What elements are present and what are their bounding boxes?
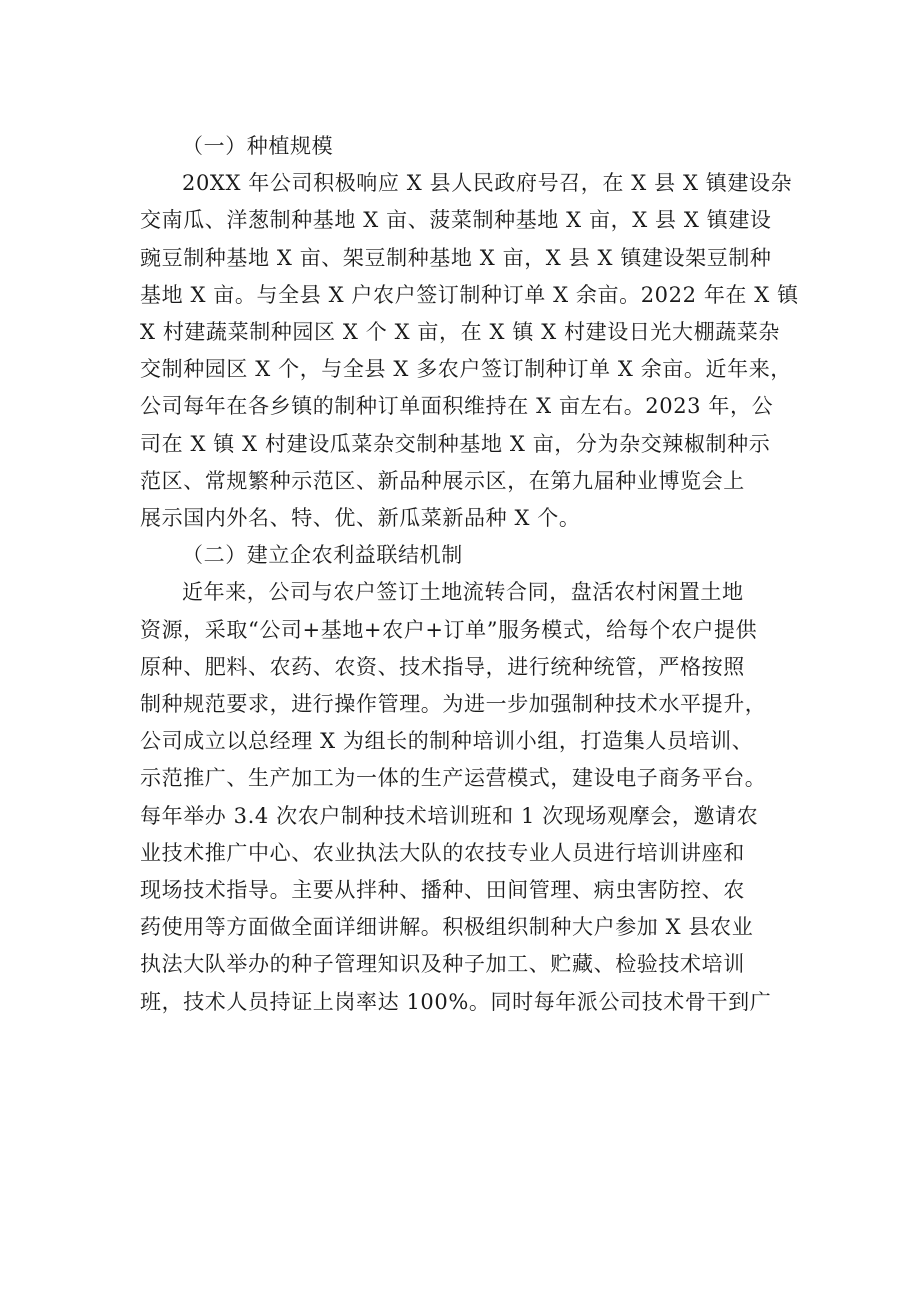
- paragraph-line: 20XX 年公司积极响应 X 县人民政府号召，在 X 县 X 镇建设杂: [182, 171, 793, 196]
- paragraph-line: 原种、肥料、农药、农资、技术指导，进行统种统管，严格按照: [140, 654, 745, 679]
- paragraph-line: 执法大队举办的种子管理知识及种子加工、贮藏、检验技术培训: [140, 952, 745, 977]
- paragraph-line: 交南瓜、洋葱制种基地 X 亩、菠菜制种基地 X 亩，X 县 X 镇建设: [140, 208, 772, 233]
- paragraph-benefit-mechanism: [140, 574, 788, 1020]
- paragraph-line: 范区、常规繁种示范区、新品种展示区，在第九届种业博览会上: [140, 468, 745, 493]
- paragraph-line: 现场技术指导。主要从拌种、播种、田间管理、病虫害防控、农: [140, 878, 745, 903]
- paragraph-line: 每年举办 3.4 次农户制种技术培训班和 1 次现场观摩会，邀请农: [140, 803, 759, 828]
- section-heading-2: （二）建立企农利益联结机制: [182, 543, 463, 568]
- paragraph-line: 公司每年在各乡镇的制种订单面积维持在 X 亩左右。2023 年，公: [140, 394, 774, 419]
- paragraph-line: 示范推广、生产加工为一体的生产运营模式，建设电子商务平台。: [140, 766, 767, 791]
- paragraph-line: 交制种园区 X 个，与全县 X 多农户签订制种订单 X 余亩。近年来，: [140, 357, 792, 382]
- paragraph-line: 制种规范要求，进行操作管理。为进一步加强制种技术水平提升，: [140, 692, 767, 717]
- paragraph-line: 药使用等方面做全面详细讲解。积极组织制种大户参加 X 县农业: [140, 915, 754, 940]
- section-heading-1: （一）种植规模: [182, 134, 334, 158]
- paragraph-line: 豌豆制种基地 X 亩、架豆制种基地 X 亩，X 县 X 镇建设架豆制种: [140, 245, 772, 270]
- paragraph-line: 展示国内外名、特、优、新瓜菜新品种 X 个。: [140, 506, 581, 531]
- paragraph-line: 公司成立以总经理 X 为组长的制种培训小组，打造集人员培训、: [140, 729, 754, 754]
- paragraph-line: 业技术推广中心、农业执法大队的农技专业人员进行培训讲座和: [140, 840, 745, 865]
- paragraph-line: X 村建蔬菜制种园区 X 个 X 亩，在 X 镇 X 村建设日光大棚蔬菜杂: [140, 320, 781, 345]
- document-page: [140, 128, 799, 1021]
- paragraph-planting-scale: [140, 165, 799, 537]
- paragraph-line: 司在 X 镇 X 村建设瓜菜杂交制种基地 X 亩，分为杂交辣椒制种示: [140, 431, 771, 456]
- paragraph-line: 资源，采取“公司+基地+农户+订单”服务模式，给每个农户提供: [140, 617, 758, 642]
- paragraph-line: 基地 X 亩。与全县 X 户农户签订制种订单 X 余亩。2022 年在 X 镇: [140, 282, 799, 307]
- paragraph-line: 近年来，公司与农户签订土地流转合同，盘活农村闲置土地: [182, 580, 744, 605]
- paragraph-line: 班，技术人员持证上岗率达 100%。同时每年派公司技术骨干到广: [140, 989, 772, 1014]
